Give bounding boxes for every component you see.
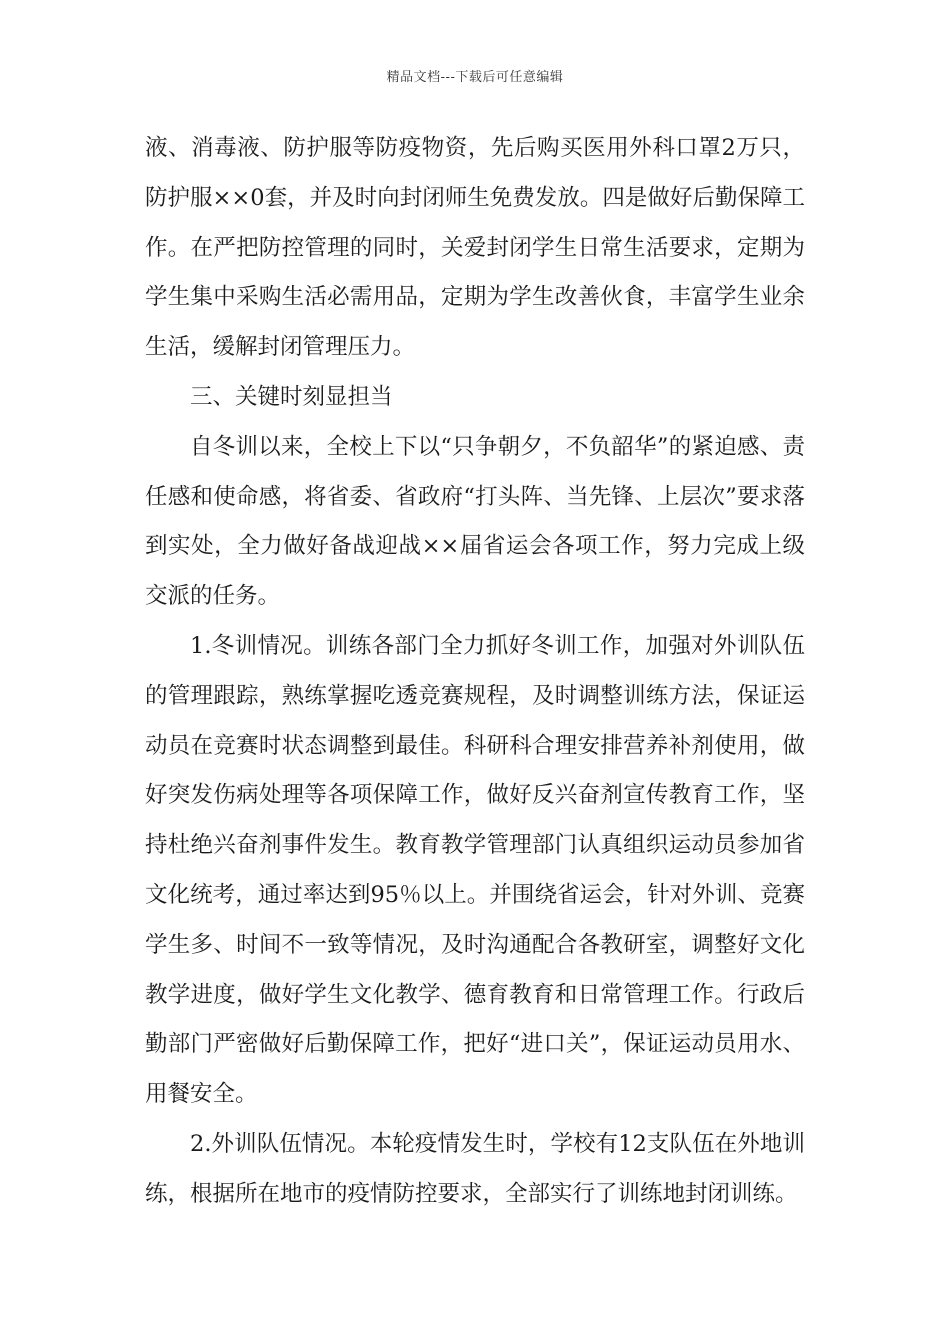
- page-header: 精品文档---下载后可任意编辑: [386, 70, 564, 85]
- paragraph-winter-training: 1.冬训情况。训练各部门全力抓好冬训工作，加强对外训队伍的管理跟踪，熟练掌握吃透竞赛规程，及时调整训练方法，保证运动员在竞赛时状态调整到最佳。科研科合理安排营养补剂使用，做好突发伤病处理等各项保障工作，做好反兴奋剂宣传教育工作，坚持杜绝兴奋剂事件发生。教育教学管理部门认真组织运动员参加省文化统考，通过率达到95％以上。并围绕省运会，针对外训、竞赛学生多、时间不一致等情况，及时沟通配合各教研室，调整好文化教学进度，做好学生文化教学、德育教育和日常管理工作。行政后勤部门严密做好后勤保障工作，把好“进口关”，保证运动员用水、用餐安全。: [145, 632, 805, 1108]
- document-body: [145, 124, 805, 1220]
- paragraph-intro: 自冬训以来，全校上下以“只争朝夕，不负韶华”的紧迫感、责任感和使命感，将省委、省政府“打头阵、当先锋、上层次”要求落到实处，全力做好备战迎战××届省运会各项工作，努力完成上级交派的任务。: [145, 433, 805, 610]
- paragraph-continuation: 液、消毒液、防护服等防疫物资，先后购买医用外科口罩2万只，防护服××0套，并及时向封闭师生免费发放。四是做好后勤保障工作。在严把防控管理的同时，关爱封闭学生日常生活要求，定期为学生集中采购生活必需用品，定期为学生改善伙食，丰富学生业余生活，缓解封闭管理压力。: [145, 135, 805, 361]
- paragraph-external-teams: 2.外训队伍情况。本轮疫情发生时，学校有12支队伍在外地训练，根据所在地市的疫情防控要求，全部实行了训练地封闭训练。: [145, 1130, 805, 1207]
- section-heading: 三、关键时刻显担当: [190, 383, 393, 410]
